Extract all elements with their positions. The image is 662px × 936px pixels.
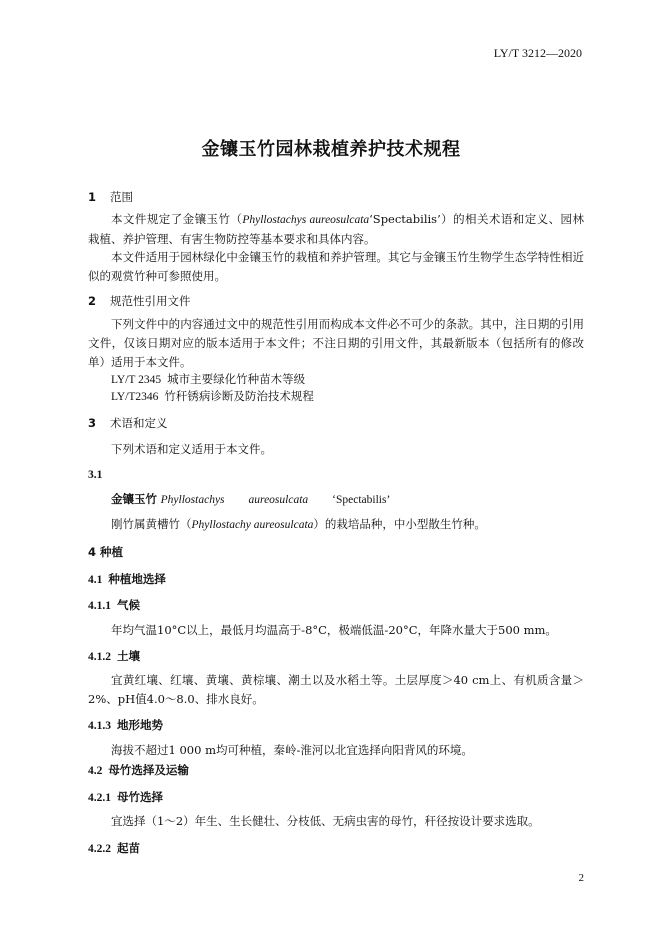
clause-title: 种植地选择 xyxy=(108,572,166,586)
section-2-heading xyxy=(88,293,191,309)
clause-number: 4.1.1 xyxy=(88,600,111,612)
clause-4-1-3-text: 海拔不超过1 000 m均可种植，秦岭-淮河以北宜选择向阳背风的环境。 xyxy=(111,743,473,757)
standard-code: LY/T 3212—2020 xyxy=(493,46,582,60)
section-2-paragraph-1: 下列文件中的内容通过文中的规范性引用而构成本文件必不可少的条款。其中，注日期的引用文件，仅该日期对应的版本适用于本文件；不注日期的引用文件，其最新版本（包括所有的修改单）适用于本文件。 xyxy=(88,317,584,369)
section-number: 3 xyxy=(88,416,97,430)
reference-item xyxy=(111,371,305,387)
term-genus: Phyllostachys xyxy=(160,494,225,506)
section-1-heading xyxy=(88,189,133,205)
section-number: 1 xyxy=(88,190,97,204)
reference-title: 竹秆锈病诊断及防治技术规程 xyxy=(164,389,314,403)
section-1-paragraph-1 xyxy=(88,210,584,249)
clause-4-1-2-text: 宜黄红壤、红壤、黄壤、黄棕壤、潮土以及水稻土等。土层厚度＞40 cm上、有机质含量＞2%、pH值4.0～8.0、排水良好。 xyxy=(88,673,584,706)
clause-number: 4.1.3 xyxy=(88,720,111,732)
term-species: aureosulcata xyxy=(248,494,309,506)
clause-4-2-heading xyxy=(88,762,189,778)
latin-name: Phyllostachy aureosulcata xyxy=(191,519,314,531)
clause-4-1-heading xyxy=(88,571,166,587)
clause-4-2-1-heading xyxy=(88,789,163,805)
clause-4-1-1-heading xyxy=(88,597,140,613)
clause-number: 4.2.1 xyxy=(88,792,111,804)
section-3-heading xyxy=(88,415,168,431)
clause-number: 4.2 xyxy=(88,765,103,777)
clause-title: 母竹选择 xyxy=(117,790,163,804)
term-definition xyxy=(111,515,486,535)
clause-title: 母竹选择及运输 xyxy=(108,763,189,777)
page-number: 2 xyxy=(578,872,584,884)
text-run: ‘Spectabilis’）的相关术语和定义、园林栽植、养护管理、有害生物防控等基本要求和具体内容。 xyxy=(88,212,584,246)
clause-number: 4.1 xyxy=(88,574,103,586)
section-title: 规范性引用文件 xyxy=(110,294,191,308)
clause-title: 地形地势 xyxy=(117,718,163,732)
text-run: 本文件规定了金镶玉竹（ xyxy=(111,212,243,226)
latin-name: Phyllostachys aureosulcata xyxy=(242,214,370,226)
reference-code: LY/T2346 xyxy=(111,391,159,403)
clause-4-1-1-text: 年均气温10°C以上，最低月均温高于-8°C，极端低温-20°C，年降水量大于500 mm。 xyxy=(111,623,557,637)
text-run: ）的栽培品种，中小型散生竹种。 xyxy=(313,517,486,531)
section-title: 范围 xyxy=(110,190,133,204)
clause-number: 4.2.2 xyxy=(88,843,111,855)
term-cultivar: ‘Spectabilis’ xyxy=(332,494,391,506)
section-1-paragraph-2: 本文件适用于园林绿化中金镶玉竹的栽植和养护管理。其它与金镶玉竹生物学生态学特性相近似的观赏竹种可参照使用。 xyxy=(88,250,584,283)
reference-title: 城市主要绿化竹种苗木等级 xyxy=(167,372,306,386)
term-entry xyxy=(111,490,390,510)
text-run: 刚竹属黄槽竹（ xyxy=(111,517,192,531)
section-3-paragraph-1: 下列术语和定义适用于本文件。 xyxy=(111,442,272,456)
clause-title: 气候 xyxy=(117,598,140,612)
clause-4-2-1-text: 宜选择（1～2）年生、生长健壮、分枝低、无病虫害的母竹，秆径按设计要求选取。 xyxy=(111,814,540,828)
clause-number: 3.1 xyxy=(88,469,103,481)
clause-4-1-2-heading xyxy=(88,648,140,664)
document-title: 金镶玉竹园林栽植养护技术规程 xyxy=(201,139,461,160)
term-chinese: 金镶玉竹 xyxy=(111,492,157,506)
section-title: 术语和定义 xyxy=(110,416,168,430)
reference-code: LY/T 2345 xyxy=(111,374,162,386)
clause-title: 起苗 xyxy=(117,841,140,855)
reference-item xyxy=(111,388,314,404)
section-number: 2 xyxy=(88,294,97,308)
clause-title: 土壤 xyxy=(117,649,140,663)
clause-4-2-2-heading xyxy=(88,840,140,856)
section-4-heading: 4 种植 xyxy=(88,545,124,559)
clause-4-1-3-heading xyxy=(88,717,163,733)
clause-number: 4.1.2 xyxy=(88,651,111,663)
clause-3-1-number xyxy=(88,467,108,481)
